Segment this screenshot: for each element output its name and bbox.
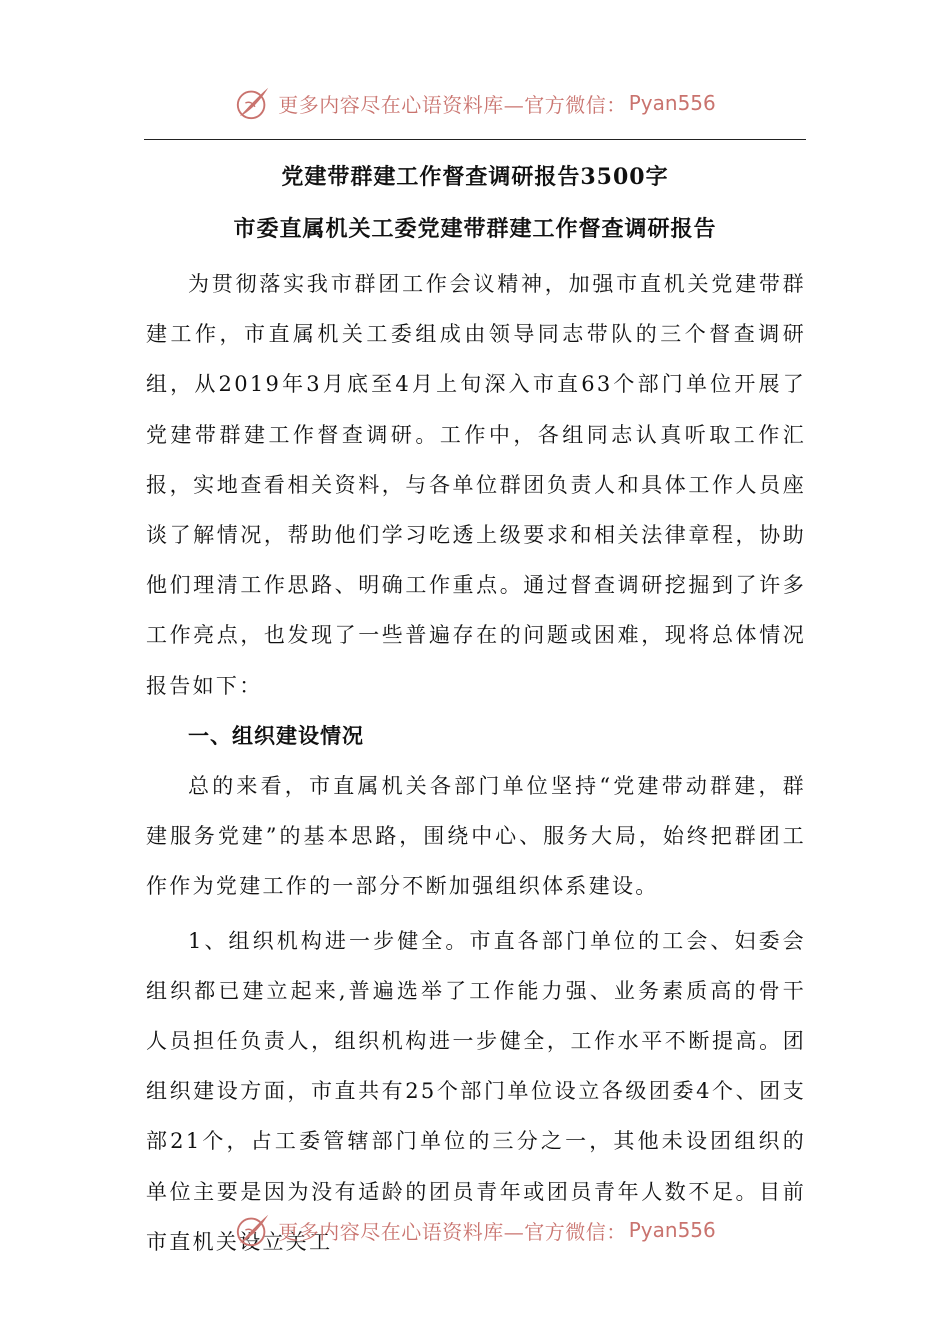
watermark-wechat-id: Pyan556 [628,91,716,115]
watermark-text: 更多内容尽在心语资料库—官方微信： [278,92,627,117]
header-divider [144,139,806,140]
intro-paragraph: 为贯彻落实我市群团工作会议精神，加强市直机关党建带群建工作，市直属机关工委组成由领导同志带队的三个督查调研组，从2019年3月底至4月上旬深入市直63个部门单位开展了党建带群建工作督查调研。工作中，各组同志认真听取工作汇报，实地查看相关资料，与各单位群团负责人和具体工作人员座谈了解情况，帮助他们学习吃透上级要求和相关法律章程，协助他们理清工作思路、明确工作重点。通过督查调研挖掘到了许多工作亮点，也发现了一些普遍存在的问题或困难，现将总体情况报告如下： [146,272,806,698]
document-body [146,259,806,1267]
section-paragraph: 1、组织机构进一步健全。市直各部门单位的工会、妇委会组织都已建立起来,普遍选举了工作能力强、业务素质高的骨干人员担任负责人，组织机构进一步健全，工作水平不断提高。团组织建设方面，市直共有25个部门单位设立各级团委4个、团支部21个，占工委管辖部门单位的三分之一，其他未设团组织的单位主要是因为没有适龄的团员青年或团员青年人数不足。目前市直机关设立关工 [146,928,806,1254]
watermark-text: 更多内容尽在心语资料库—官方微信： [278,1219,627,1244]
header-watermark [0,83,950,123]
section-paragraph: 总的来看，市直属机关各部门单位坚持“党建带动群建，群建服务党建”的基本思路，围绕中心、服务大局，始终把群团工作作为党建工作的一部分不断加强组织体系建设。 [146,774,806,899]
quill-logo-icon [234,1211,272,1249]
document-title: 党建带群建工作督查调研报告3500字 [281,164,669,190]
watermark-wechat-id: Pyan556 [628,1218,716,1242]
footer-watermark [0,1210,950,1250]
quill-logo-icon [234,84,272,122]
document-subtitle: 市委直属机关工委党建带群建工作督查调研报告 [233,216,717,242]
section-heading: 一、组织建设情况 [188,722,364,748]
